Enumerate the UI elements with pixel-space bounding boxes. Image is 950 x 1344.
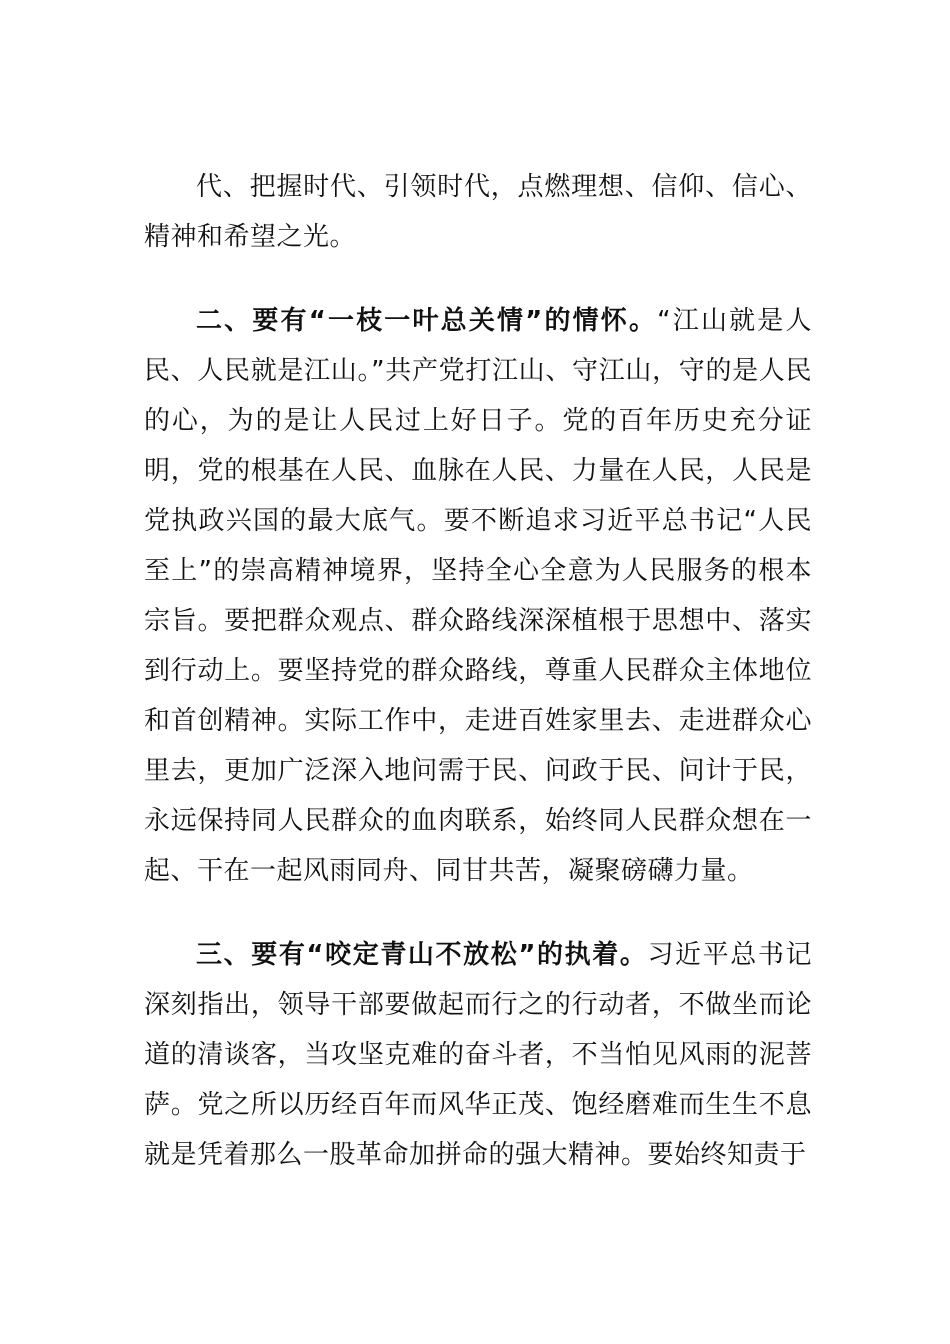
paragraph-text: 习近平总书记深刻指出，领导干部要做起而行之的行动者，不做坐而论道的清谈客，当攻坚克难的奋斗者，不当怕见风雨的泥菩萨。党之所以历经百年而风华正茂、饱经磨难而生生不息就是凭着那么一股革命加拼命的强大精神。要始终知责于 xyxy=(144,940,812,1170)
section-heading: 三、要有“咬定青山不放松”的执着。 xyxy=(196,940,648,970)
paragraph-continuation xyxy=(144,162,812,262)
paragraph-gap xyxy=(144,262,812,296)
paragraph-text: “江山就是人民、人民就是江山。”共产党打江山、守江山，守的是人民的心，为的是让人民过上好日子。党的百年历史充分证明，党的根基在人民、血脉在人民、力量在人民，人民是党执政兴国的最大底气。要不断追求习近平总书记“人民至上”的崇高精神境界，坚持全心全意为人民服务的根本宗旨。要把群众观点、群众路线深深植根于思想中、落实到行动上。要坚持党的群众路线，尊重人民群众主体地位和首创精神。实际工作中，走进百姓家里去、走进群众心里去，更加广泛深入地问需于民、问政于民、问计于民，永远保持同人民群众的血肉联系，始终同人民群众想在一起、干在一起风雨同舟、同甘共苦，凝聚磅礴力量。 xyxy=(144,306,812,886)
paragraph-section-two xyxy=(144,296,812,896)
paragraph-text: 代、把握时代、引领时代，点燃理想、信仰、信心、精神和希望之光。 xyxy=(144,172,812,252)
paragraph-section-three xyxy=(144,930,812,1180)
section-heading: 二、要有“一枝一叶总关情”的情怀。 xyxy=(196,306,658,336)
paragraph-gap xyxy=(144,896,812,930)
document-body xyxy=(144,162,812,1180)
